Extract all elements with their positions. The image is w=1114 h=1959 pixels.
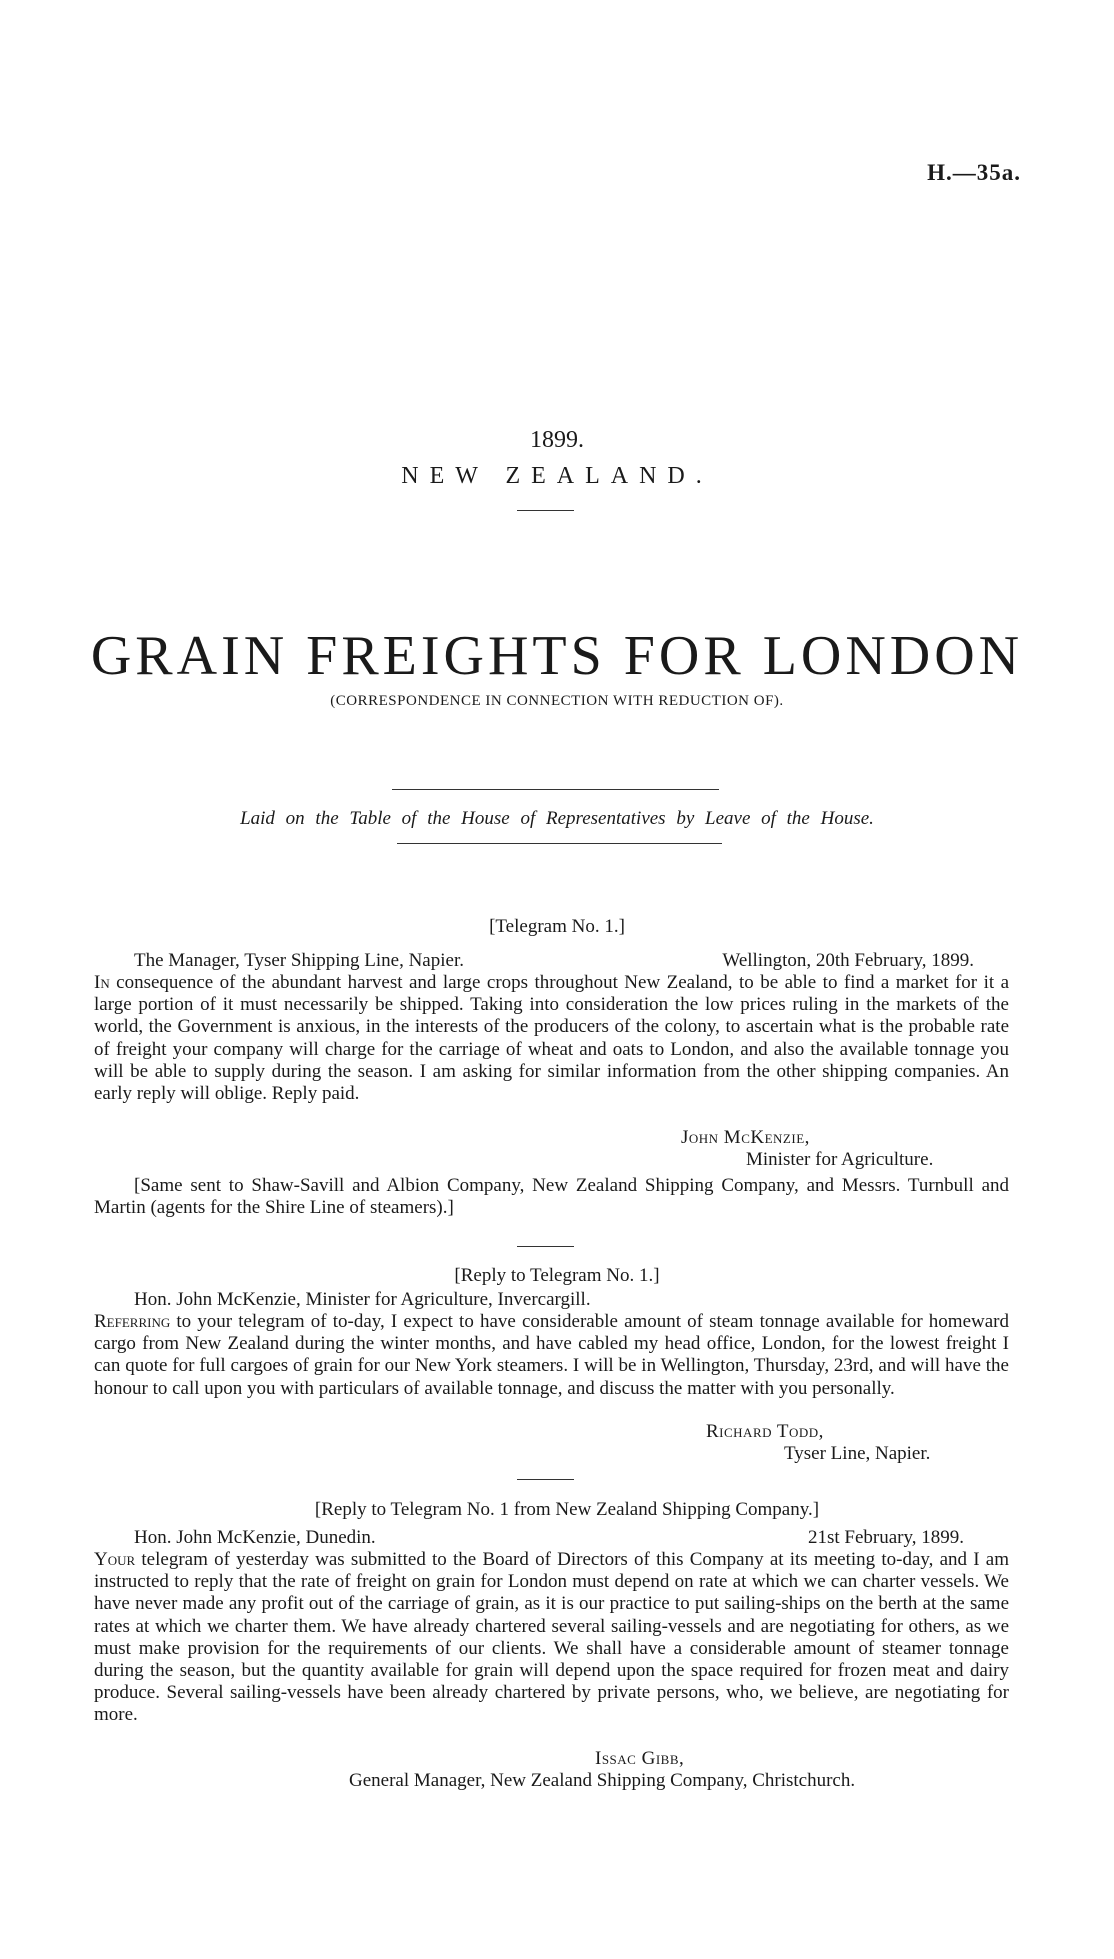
- document-subtitle: (CORRESPONDENCE IN CONNECTION WITH REDUCTION OF).: [330, 693, 784, 709]
- reply-2-signature-name: Issac Gibb,: [595, 1748, 685, 1769]
- telegram-1-signature-title: Minister for Agriculture.: [746, 1149, 934, 1170]
- divider-below-laid: [397, 843, 722, 844]
- reply-2-address-line: [134, 1527, 964, 1549]
- page-reference: H.—35a.: [927, 160, 1021, 185]
- reply-1-address-line: [134, 1289, 1009, 1311]
- reply-1-body: [94, 1311, 1009, 1400]
- reply-1-signature-title: Tyser Line, Napier.: [784, 1443, 931, 1464]
- laid-on-table-note: Laid on the Table of the House of Representatives by Leave of the House.: [240, 808, 874, 829]
- reply-2-signature-title: General Manager, New Zealand Shipping Company, Christchurch.: [349, 1770, 856, 1791]
- telegram-1-date: Wellington, 20th February, 1899.: [722, 950, 974, 971]
- telegram-1-address-line: [134, 950, 974, 972]
- divider-1: [517, 1246, 574, 1247]
- reply-1-addressee: Hon. John McKenzie, Minister for Agriculture, Invercargill.: [134, 1289, 591, 1310]
- reply-1-signature-name: Richard Todd,: [706, 1421, 824, 1442]
- reply-1-heading: [Reply to Telegram No. 1.]: [454, 1265, 660, 1286]
- divider-short: [517, 510, 574, 511]
- reply-2-heading: [Reply to Telegram No. 1 from New Zealand Shipping Company.]: [314, 1499, 820, 1520]
- divider-above-laid: [392, 789, 719, 790]
- telegram-1-note: [Same sent to Shaw-Savill and Albion Company, New Zealand Shipping Company, and Messrs. Turnbull and Martin (agents for the Shire Line of steamers).]: [94, 1175, 1009, 1219]
- telegram-1-signature-name: John McKenzie,: [681, 1127, 810, 1148]
- document-title: GRAIN FREIGHTS FOR LONDON: [90, 625, 1024, 687]
- telegram-1-addressee: The Manager, Tyser Shipping Line, Napier.: [134, 950, 464, 971]
- reply-2-date: 21st February, 1899.: [807, 1527, 964, 1548]
- telegram-1-lead-word: In: [94, 972, 110, 993]
- divider-2: [517, 1479, 574, 1480]
- telegram-1-heading: [Telegram No. 1.]: [489, 916, 625, 937]
- reply-2-lead-word: Your: [94, 1549, 136, 1570]
- reply-2-text: telegram of yesterday was submitted to the Board of Directors of this Company at its meeting to-day, and I am instructed to reply that the rate of freight on grain for London must depend on rate at which we can charter vessels. We have never made any profit out of the carriage of grain, as it is our practice to put sailing-ships on the berth at the same rates at which we charter them. We have already chartered several sailing-vessels and are negotiating for others, as we must make provision for the requirements of our clients. We shall have a considerable amount of steamer tonnage during the season, but the quantity available for grain will depend upon the space required for frozen meat and dairy produce. Several sailing-vessels have been already chartered by private persons, who, we believe, are negotiating for more.: [94, 1549, 1009, 1726]
- reply-2-body: [94, 1549, 1009, 1727]
- document-year: 1899.: [530, 427, 584, 453]
- telegram-1-text: consequence of the abundant harvest and large crops throughout New Zealand, to be able to find a market for it a large portion of it must necessarily be shipped. Taking into consideration the low prices ruling in the markets of the world, the Government is anxious, in the interests of the producers of the colony, to ascertain what is the probable rate of freight your company will charge for the carriage of wheat and oats to London, and also the available tonnage you will be able to supply during the season. I am asking for similar information from the other shipping companies. An early reply will oblige. Reply paid.: [94, 972, 1009, 1105]
- telegram-1-body: [94, 972, 1009, 1105]
- reply-2-addressee: Hon. John McKenzie, Dunedin.: [134, 1527, 376, 1548]
- reply-1-text: to your telegram of to-day, I expect to have considerable amount of steam tonnage available for homeward cargo from New Zealand during the winter months, and have cabled my head office, London, for the lowest freight I can quote for full cargoes of grain for our New York steamers. I will be in Wellington, Thursday, 23rd, and will have the honour to call upon you with particulars of available tonnage, and discuss the matter with you personally.: [94, 1311, 1009, 1399]
- reply-1-lead-word: Referring: [94, 1311, 171, 1332]
- country-heading: NEW ZEALAND.: [401, 463, 713, 489]
